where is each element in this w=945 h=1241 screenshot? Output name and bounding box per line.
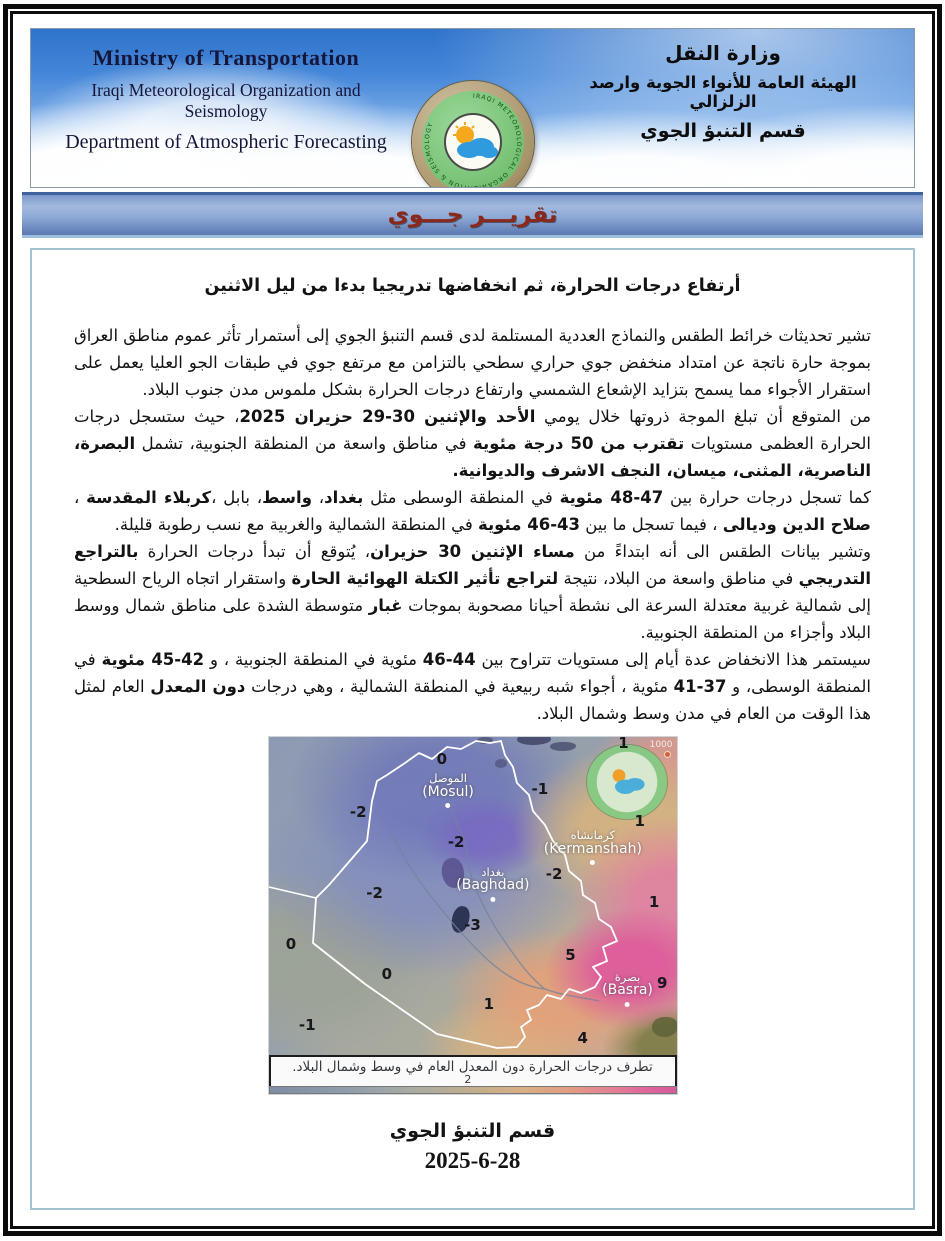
map-anomaly-value: 9 [657, 974, 668, 993]
map-logo-icon [587, 745, 667, 819]
city-dot-icon [446, 803, 451, 808]
jordan-border [269, 887, 316, 898]
report-paragraph: سيستمر هذا الانخفاض عدة أيام إلى مستويات تتراوح بين 44-46 مئوية في المنطقة الجنوبية ، و 42-45 مئوية في المنطقة الوسطى، و 37-41 مئوية ، أجواء شبه ربيعية في المنطقة الشمالية ، وهي درجات دون المعدل العام لمثل هذا الوقت من العام في مدن وسط وشمال البلاد. [74, 650, 871, 723]
anomaly-map [269, 737, 677, 1055]
map-city-label: بغداد (Baghdad) [456, 866, 529, 902]
letterhead-english [61, 45, 391, 154]
report-paragraph: كما تسجل درجات حرارة بين 47-48 مئوية في المنطقة الوسطى مثل بغداد، واسط، بابل ،كربلاء المقدسة ، صلاح الدين وديالى ، فيما تسجل ما بين 43-46 مئوية في المنطقة الشمالية والغربية مع نسب رطوبة قليلة. [74, 488, 871, 534]
report-footer [74, 1120, 871, 1174]
map-anomaly-value: 1 [618, 737, 629, 753]
report-heading: أرتفاع درجات الحرارة، ثم انخفاضها تدريجيا بدءا من ليل الاثنين [204, 276, 741, 296]
letterhead [30, 28, 915, 192]
map-anomaly-value: 1 [634, 812, 645, 831]
organization-name-ar: الهيئة العامة للأنواء الجوية وارصد الزلزالي [589, 73, 857, 111]
department-name-en: Department of Atmospheric Forecasting [65, 131, 387, 153]
map-anomaly-value: -2 [545, 864, 563, 883]
city-dot-icon [625, 1002, 630, 1007]
report-paragraph: من المتوقع أن تبلغ الموجة ذروتها خلال يومي الأحد والإثنين 30-29 حزيران 2025، حيث ستسجل درجات الحرارة العظمى مستويات تقترب من 50 درجة مئوية في مناطق واسعة من المنطقة الجنوبية، تشمل البصرة، الناصرية، المثنى، ميسان، النجف الاشرف والديوانية. [74, 407, 871, 480]
map-anomaly-value: -2 [366, 883, 383, 902]
logo-ring-text [412, 81, 534, 192]
sun-cloud-icon [605, 766, 649, 798]
report-paragraph: تشير تحديثات خرائط الطقس والنماذج العددية المستلمة لدى قسم التنبؤ الجوي إلى أستمرار تأثر عموم مناطق العراق بموجة حارة ناتجة عن امتداد منخفض جوي حراري سطحي بالتزامن مع مرتفع جوي في طبقات الجو العليا يعمل على استقرار الأجواء مما يسمح بتزايد الإشعاع الشمسي وارتفاع درجات الحرارة بشكل ملموس مدن جنوب البلاد. [73, 326, 871, 399]
map-corner-label: 1000 [649, 740, 673, 750]
map-anomaly-value: -2 [447, 832, 465, 851]
report-title: تقريـــر جـــوي [387, 202, 558, 228]
map-anomaly-value: -2 [349, 802, 367, 821]
map-caption-text: تطرف درجات الحرارة دون المعدل العام في وسط وشمال البلاد. [292, 1059, 653, 1075]
report-paragraph: وتشير بيانات الطقس الى أنه ابتداءً من مساء الإثنين 30 حزيران، يُتوقع أن تبدأ درجات الحرارة بالتراجع التدريجي في مناطق واسعة من البلاد، نتيجة لتراجع تأثير الكتلة الهوائية الحارة واستقرار اتجاه الرياح السطحية إلى شمالية غربية معتدلة السرعة الى نشطة أحيانا مصحوبة بموجات غبار متوسطة الشدة على مناطق شمال ووسط البلاد وأجزاء من المنطقة الجنوبية. [74, 542, 871, 642]
letterhead-arabic [558, 41, 888, 142]
footer-date: 2025-6-28 [424, 1147, 521, 1173]
map-anomaly-value: 4 [577, 1028, 588, 1047]
map-anomaly-value: -1 [298, 1015, 316, 1034]
ministry-name-ar: وزارة النقل [665, 41, 781, 65]
footer-department: قسم التنبؤ الجوي [389, 1119, 556, 1142]
ministry-name-en: Ministry of Transportation [92, 45, 360, 70]
map-anomaly-value: 1 [483, 995, 495, 1014]
city-dot-icon [490, 897, 495, 902]
corner-marker-icon [664, 751, 671, 758]
anomaly-colorbar [269, 1086, 677, 1094]
organization-logo-icon [412, 81, 534, 192]
report-body [30, 248, 915, 1210]
map-anomaly-value: 0 [285, 934, 297, 953]
map-anomaly-value: -1 [531, 780, 549, 799]
map-city-label: كرمانشاه (Kermanshah) [544, 829, 642, 865]
organization-name-en: Iraqi Meteorological Organization and Seismology [91, 80, 361, 121]
map-city-label: الموصل (Mosul) [422, 772, 474, 808]
map-anomaly-value: 1 [648, 893, 660, 912]
map-anomaly-value: 5 [565, 945, 576, 964]
city-dot-icon [590, 860, 595, 865]
report-paragraphs [74, 322, 871, 727]
map-city-label: بصرة (Basra) [602, 971, 653, 1007]
colorbar-tick-label: 2 [464, 1073, 472, 1087]
map-anomaly-value: -3 [464, 915, 481, 934]
inner-frame [10, 11, 935, 1229]
anomaly-map-figure [269, 737, 677, 1094]
report-page [3, 4, 942, 1236]
report-title-bar [22, 192, 923, 238]
map-anomaly-value: 0 [381, 964, 393, 983]
map-caption [269, 1055, 677, 1086]
svg-text:IRAQI METEOROLOGICAL ORGANIZAT: IRAQI METEOROLOGICAL ORGANIZATION & SEISMOLOGY [423, 92, 522, 192]
map-anomaly-value: 0 [436, 750, 448, 769]
department-name-ar: قسم التنبؤ الجوي [640, 120, 806, 142]
